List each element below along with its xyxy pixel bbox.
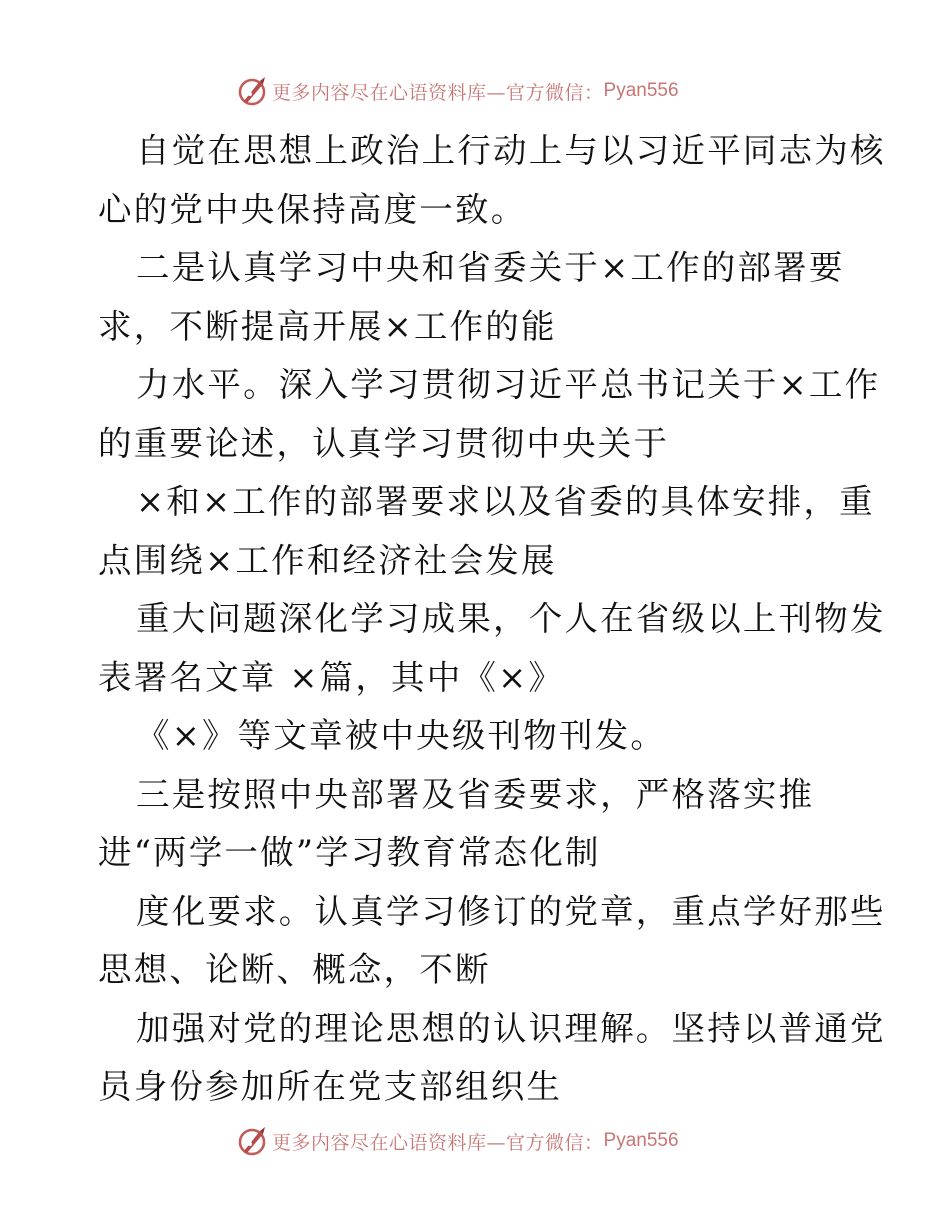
text-line: 力水平。深入学习贯彻习近平总书记关于×工作 <box>136 365 881 404</box>
text-line: 表署名文章 ×篇，其中《×》 <box>98 657 565 697</box>
text-line: ×和×工作的部署要求以及省委的具体安排，重 <box>136 482 875 521</box>
watermark-wechat-id: Pyan556 <box>603 80 679 101</box>
watermark-text: 更多内容尽在心语资料库—官方微信： <box>272 1131 604 1154</box>
text-line: 自觉在思想上政治上行动上与以习近平同志为核 <box>136 131 886 170</box>
text-line: 点围绕×工作和经济社会发展 <box>98 540 557 580</box>
text-line: 求，不断提高开展×工作的能 <box>98 306 557 346</box>
text-line: 思想、论断、概念，不断 <box>98 950 491 989</box>
text-line: 重大问题深化学习成果，个人在省级以上刊物发 <box>136 599 886 638</box>
text-line: 心的党中央保持高度一致。 <box>98 189 527 229</box>
text-line: 员身份参加所在党支部组织生 <box>98 1067 563 1106</box>
text-line: 的重要论述，认真学习贯彻中央关于 <box>98 423 670 463</box>
watermark-text: 更多内容尽在心语资料库—官方微信： <box>272 81 604 104</box>
text-line: 度化要求。认真学习修订的党章，重点学好那些 <box>136 891 886 931</box>
text-line: 加强对党的理论思想的认识理解。坚持以普通党 <box>136 1008 886 1048</box>
footer-watermark <box>236 1124 679 1158</box>
watermark-wechat-id: Pyan556 <box>603 1130 679 1151</box>
header-watermark <box>236 74 679 108</box>
text-line: 《×》等文章被中央级刊物刊发。 <box>136 716 667 755</box>
quill-pen-logo-icon <box>236 75 268 107</box>
text-line: 进“两学一做”学习教育常态化制 <box>98 833 601 872</box>
text-line: 三是按照中央部署及省委要求，严格落实推 <box>136 774 815 814</box>
document-body <box>98 122 886 1117</box>
text-line: 二是认真学习中央和省委关于×工作的部署要 <box>136 248 845 287</box>
quill-pen-logo-icon <box>236 1125 268 1157</box>
